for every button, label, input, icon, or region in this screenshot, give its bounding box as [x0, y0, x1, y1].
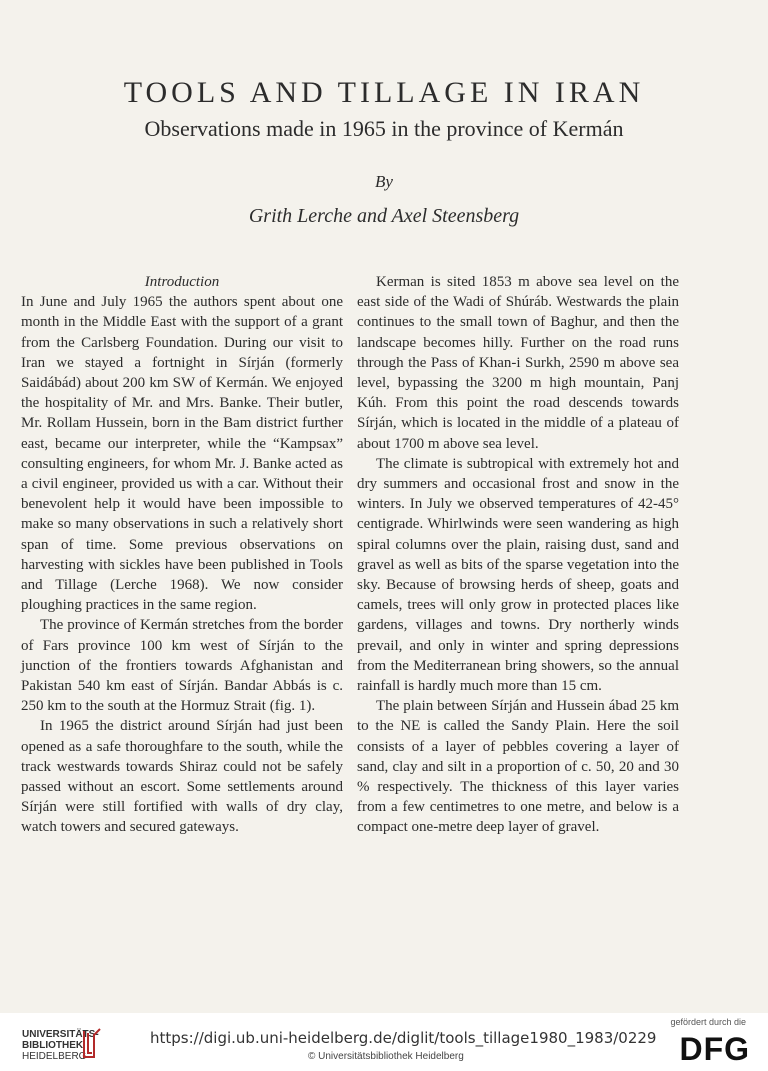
- copyright-notice: © Universitätsbibliothek Heidelberg: [308, 1051, 464, 1062]
- section-heading-introduction: Introduction: [144, 274, 220, 290]
- left-column: [21, 272, 343, 838]
- paragraph: In June and July 1965 the authors spent about one month in the Middle East with the support of a grant from the Carlsberg Foundation. During our visit to Iran we stayed a fortnight in Sírján (formerly Saidábád) about 200 km SW of Kermán. We enjoyed the hospitality of Mr. and Mrs. Banke. Their butler, Mr. Rollam Hussein, born in the Bam district further east, became our interpreter, while the “Kampsax” consulting engineers, for whom Mr. J. Banke acted as a civil engineer, provided us with a car. Without their benevolent help it would have been impossible to make so many observations in such a relatively short span of time. Some previous observations on harvesting with sickles have been published in Tools and Tillage (Lerche 1968). We now consider ploughing practices in the same region.: [21, 294, 344, 614]
- paragraph: Kerman is sited 1853 m above sea level on the east side of the Wadi of Shúráb. Westwards the plain continues to the small town of Baghur, and then the landscape becomes hilly. Further on the road runs through the Pass of Khan-i Surkh, 2590 m above sea level, bypassing the 3200 m high mountain, Panj Kúh. From this point the road descends towards Sírján, which is located in the middle of a plateau of about 1700 m above sea level.: [357, 274, 679, 452]
- permalink-link[interactable]: https://digi.ub.uni-heidelberg.de/diglit/tools_tillage1980_1983/0229: [150, 1029, 657, 1047]
- funding-label: gefördert durch die: [670, 1017, 746, 1027]
- library-logo-icon: [80, 1025, 102, 1059]
- page-subtitle: Observations made in 1965 in the province of Kermán: [144, 116, 624, 141]
- paragraph: The plain between Sírján and Hussein ábad 25 km to the NE is called the Sandy Plain. Here the soil consists of a layer of pebbles covering a layer of sand, clay and silt in a proportion of c. 50, 20 and 30 % respectively. The thickness of this layer varies from a few centimetres to one metre, and below is a compact one-metre deep layer of gravel.: [357, 698, 679, 836]
- footer-bar: [0, 1013, 768, 1071]
- library-name-line2: BIBLIOTHEK: [22, 1040, 84, 1051]
- byline-label: By: [375, 172, 393, 191]
- dfg-logo: DFG: [679, 1031, 750, 1067]
- right-column: [357, 272, 679, 838]
- paragraph: The climate is subtropical with extremely hot and dry summers and occasional frost and snow in the winters. In July we observed temperatures of 42-45° centigrade. Whirlwinds were seen wandering as high spiral columns over the plain, raising dust, sand and gravel as well as bits of the sparse vegetation into the sky. Because of browsing herds of sheep, goats and camels, trees will only grow in protected places like gardens, villages and towns. Dry northerly winds prevail, and only in winter and spring depressions from the Mediterranean bring showers, so the annual rainfall is hardly much more than 15 cm.: [357, 455, 679, 695]
- page-title: TOOLS AND TILLAGE IN IRAN: [123, 76, 645, 109]
- library-name-line3: HEIDELBERG: [22, 1051, 87, 1062]
- authors: Grith Lerche and Axel Steensberg: [248, 205, 520, 227]
- library-name-line1: UNIVERSITÄTS-: [22, 1029, 99, 1040]
- paragraph: In 1965 the district around Sírján had just been opened as a safe thoroughfare to the south, while the track westwards towards Shiraz could not be safely passed without an escort. Some settlements around Sírján were still fortified with walls of dry clay, watch towers and secured gateways.: [21, 718, 343, 836]
- paragraph: The province of Kermán stretches from the border of Fars province 100 km west of Sírján to the junction of the frontiers towards Afghanistan and Pakistan 540 km east of Sírján. Bandar Abbás is c. 250 km to the south at the Hormuz Strait (fig. 1).: [21, 617, 343, 715]
